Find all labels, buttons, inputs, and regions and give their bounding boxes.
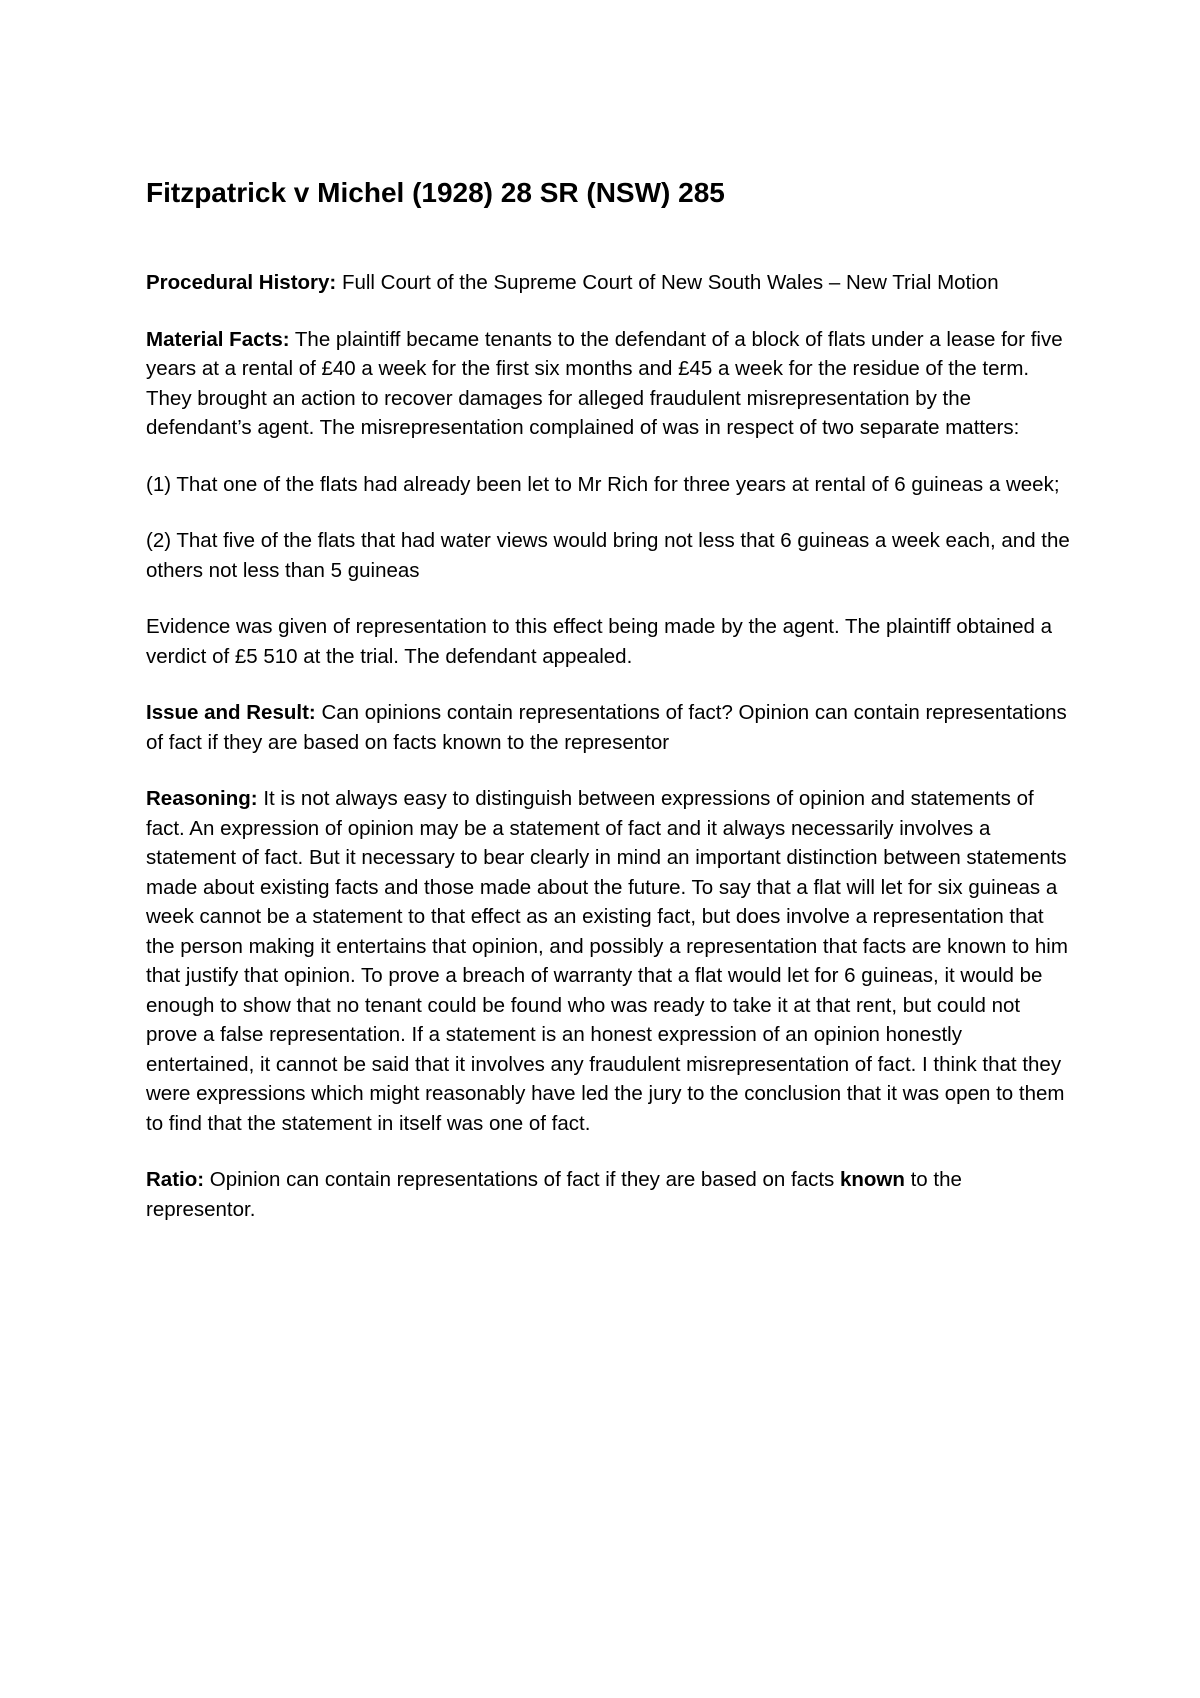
reasoning-text: It is not always easy to distinguish between expressions of opinion and statements of fact. An expression of opinion may be a statement of fact and it always necessarily involves a statement of fact. But it necessary to bear clearly in mind an important distinction between statements made about existing facts and those made about the future. To say that a flat will let for six guineas a week cannot be a statement to that effect as an existing fact, but does involve a representation that the person making it entertains that opinion, and possibly a representation that facts are known to him that justify that opinion. To prove a breach of warranty that a flat would let for 6 guineas, it would be enough to show that no tenant could be found who was ready to take it at that rent, but could not prove a false representation. If a statement is an honest expression of an opinion honestly entertained, it cannot be said that it involves any fraudulent misrepresentation of fact. I think that they were expressions which might reasonably have led the jury to the conclusion that it was open to them to find that the statement in itself was one of fact. xyxy=(146,787,1068,1135)
issue-result-text: Can opinions contain representations of fact? Opinion can contain representations of fact if they are based on facts known to the representor xyxy=(146,701,1067,754)
procedural-history-text: Full Court of the Supreme Court of New South Wales – New Trial Motion xyxy=(341,271,999,294)
page-title: Fitzpatrick v Michel (1928) 28 SR (NSW) 285 xyxy=(146,177,725,208)
procedural-history-label: Procedural History: xyxy=(146,271,337,294)
point-1-paragraph: (1) That one of the flats had already been let to Mr Rich for three years at rental of 6 guineas a week; xyxy=(146,472,1060,496)
issue-result-paragraph xyxy=(146,698,1071,757)
material-facts-text: The plaintiff became tenants to the defendant of a block of flats under a lease for five years at a rental of £40 a week for the first six months and £45 a week for the residue of the term. They brought an action to recover damages for alleged fraudulent misrepresentation by the defendant’s agent. The misrepresentation complained of was in respect of two separate matters: xyxy=(146,327,1063,439)
ratio-paragraph xyxy=(146,1165,1071,1224)
material-facts-label: Material Facts: xyxy=(146,327,290,351)
reasoning-paragraph xyxy=(146,784,1071,1138)
procedural-history-paragraph xyxy=(146,268,1071,298)
document-page xyxy=(146,176,1071,1251)
issue-result-label: Issue and Result: xyxy=(146,701,316,724)
material-facts-paragraph xyxy=(146,325,1071,443)
reasoning-label: Reasoning: xyxy=(146,787,258,810)
ratio-bold-word: known xyxy=(839,1168,905,1191)
point-2-paragraph: (2) That five of the flats that had water views would bring not less that 6 guineas a week each, and the others not less than 5 guineas xyxy=(146,529,1070,582)
ratio-label: Ratio: xyxy=(146,1168,205,1191)
ratio-text-after: to the representor. xyxy=(146,1168,962,1221)
ratio-text-before: Opinion can contain representations of fact if they are based on facts xyxy=(209,1168,835,1191)
evidence-paragraph: Evidence was given of representation to this effect being made by the agent. The plaintiff obtained a verdict of £5 510 at the trial. The defendant appealed. xyxy=(146,615,1053,668)
